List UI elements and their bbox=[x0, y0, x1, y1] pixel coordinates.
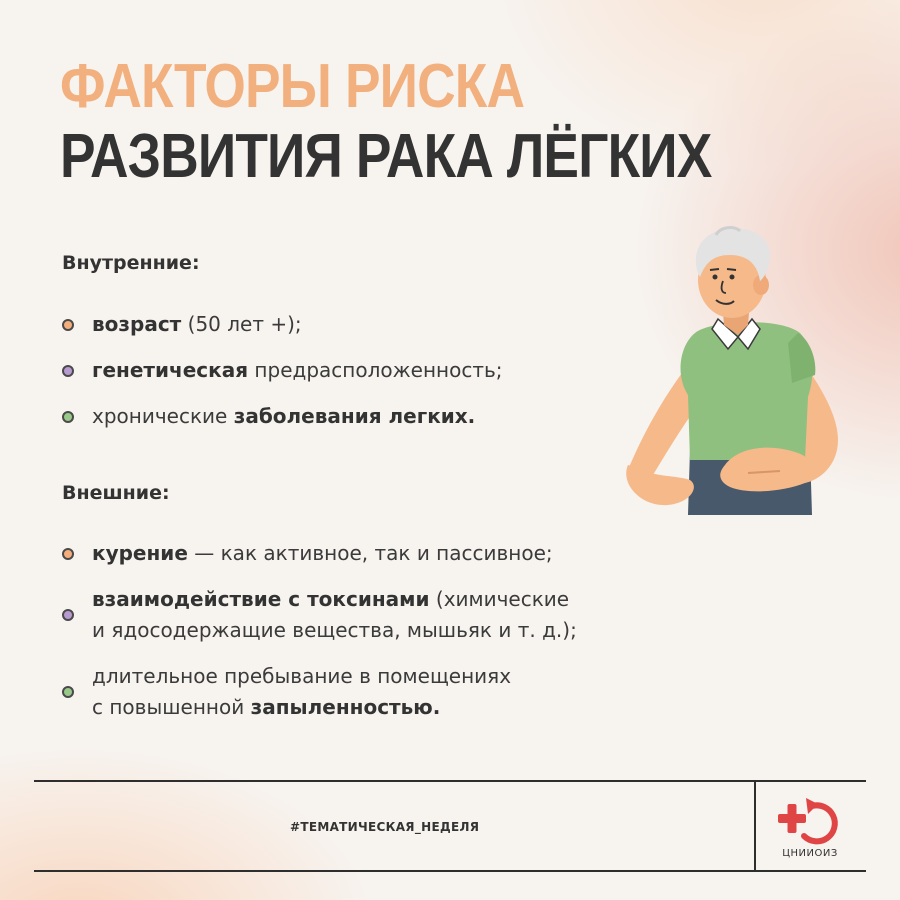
internal-factors-heading: Внутренние: bbox=[62, 252, 200, 274]
factor-text-line2: и ядосодержащие вещества, мышьяк и т. д.); bbox=[92, 618, 577, 642]
factor-text-line2: с повышенной bbox=[92, 695, 251, 719]
elderly-man-illustration bbox=[620, 225, 850, 515]
factor-bold: взаимодействие с токсинами bbox=[92, 587, 430, 611]
logo-text: ЦНИИОИЗ bbox=[782, 848, 838, 859]
title-line-accent: ФАКТОРЫ РИСКА bbox=[60, 52, 525, 121]
factor-text: (химические bbox=[429, 587, 570, 611]
factor-text: длительное пребывание в помещениях bbox=[92, 664, 512, 688]
factor-bold: заболевания легких. bbox=[233, 404, 476, 428]
factor-text: предрасположенность; bbox=[248, 358, 503, 382]
list-item bbox=[62, 401, 503, 432]
factor-bold: запыленностью. bbox=[250, 695, 441, 719]
external-factors-heading: Внешние: bbox=[62, 482, 170, 504]
green-bullet-icon bbox=[62, 686, 74, 698]
factor-text: — как активное, так и пассивное; bbox=[187, 541, 553, 565]
factor-bold: возраст bbox=[92, 312, 182, 336]
factor-bold: генетическая bbox=[92, 358, 249, 382]
hashtag-link[interactable]: #ТЕМАТИЧЕСКАЯ_НЕДЕЛЯ bbox=[290, 820, 480, 834]
factor-text: хронические bbox=[92, 404, 234, 428]
title-line-main: РАЗВИТИЯ РАКА ЛЁГКИХ bbox=[60, 122, 712, 191]
page-title bbox=[60, 52, 711, 192]
footer-top-divider bbox=[34, 780, 866, 782]
factor-bold: курение bbox=[92, 541, 188, 565]
purple-bullet-icon bbox=[62, 609, 74, 621]
list-item bbox=[62, 584, 577, 646]
orange-bullet-icon bbox=[62, 548, 74, 560]
list-item bbox=[62, 355, 503, 386]
factor-text: (50 лет +); bbox=[181, 312, 302, 336]
purple-bullet-icon bbox=[62, 365, 74, 377]
orange-bullet-icon bbox=[62, 319, 74, 331]
footer-vertical-divider bbox=[754, 780, 756, 872]
internal-factors-list bbox=[62, 309, 503, 447]
list-item bbox=[62, 661, 577, 723]
list-item bbox=[62, 309, 503, 340]
green-bullet-icon bbox=[62, 411, 74, 423]
external-factors-list bbox=[62, 538, 577, 738]
footer-bottom-divider bbox=[34, 870, 866, 872]
list-item bbox=[62, 538, 577, 569]
